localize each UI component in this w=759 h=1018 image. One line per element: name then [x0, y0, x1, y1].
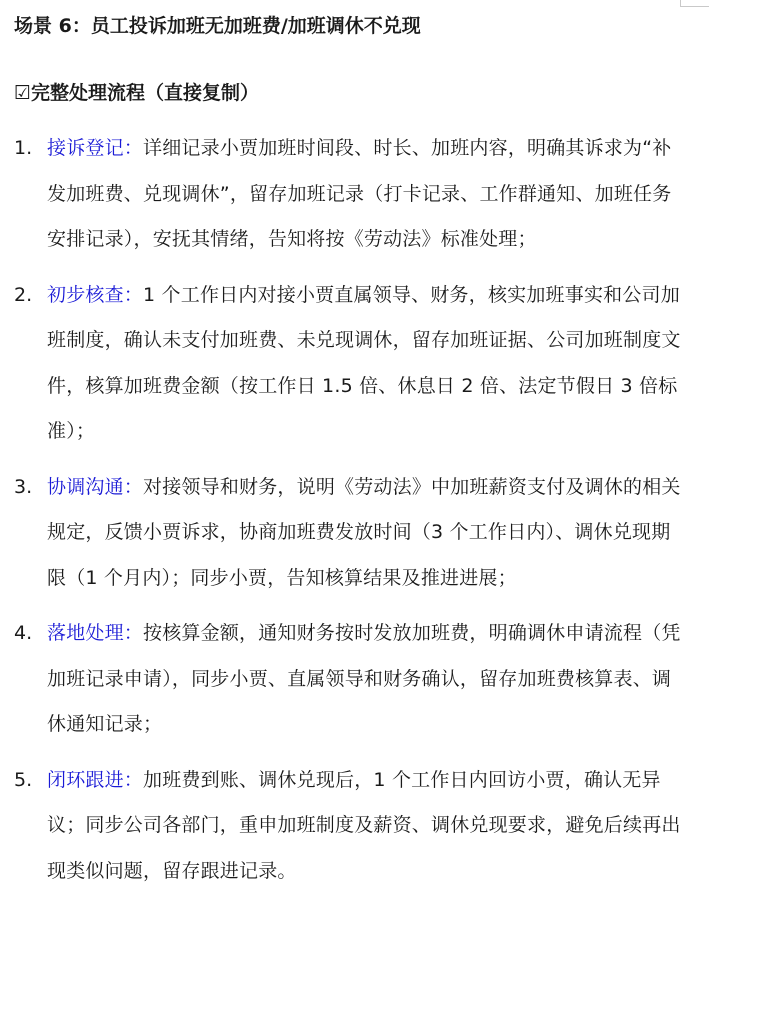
step-text-block [47, 758, 689, 895]
process-steps [14, 126, 734, 904]
step-description: 1 个工作日内对接小贾直属领导、财务，核实加班事实和公司加班制度，确认未支付加班费、未兑现调休，留存加班证据、公司加班制度文件，核算加班费金额（按工作日 1.5 倍、休息日 2 倍、法定节假日 3 倍标准）； [47, 283, 681, 442]
step-item [14, 126, 734, 263]
step-item [14, 465, 734, 602]
step-description: 对接领导和财务，说明《劳动法》中加班薪资支付及调休的相关规定，反馈小贾诉求，协商加班费发放时间（3 个工作日内）、调休兑现期限（1 个月内）；同步小贾，告知核算结果及推进进展； [47, 475, 681, 589]
step-description: 加班费到账、调休兑现后，1 个工作日内回访小贾，确认无异议；同步公司各部门，重申加班制度及薪资、调休兑现要求，避免后续再出现类似问题，留存跟进记录。 [47, 768, 681, 882]
step-text-block [47, 273, 689, 455]
step-label: 接诉登记： [47, 137, 144, 159]
page-corner-mark [680, 0, 709, 7]
step-number: 1. [14, 137, 33, 159]
step-item [14, 611, 734, 748]
section-title: ☑完整处理流程（直接复制） [14, 82, 260, 104]
step-description: 按核算金额，通知财务按时发放加班费，明确调休申请流程（凭加班记录申请），同步小贾、直属领导和财务确认，留存加班费核算表、调休通知记录； [47, 622, 681, 735]
step-description: 详细记录小贾加班时间段、时长、加班内容，明确其诉求为“补发加班费、兑现调休”，留存加班记录（打卡记录、工作群通知、加班任务安排记录），安抚其情绪，告知将按《劳动法》标准处理； [47, 137, 672, 250]
step-text-block [47, 611, 689, 748]
step-number: 5. [14, 768, 33, 791]
step-label: 初步核查： [47, 283, 144, 306]
step-item [14, 758, 734, 895]
step-text-block [47, 465, 689, 602]
step-number: 2. [14, 283, 33, 306]
scene-title: 场景 6：员工投诉加班无加班费/加班调休不兑现 [14, 15, 421, 37]
step-text-block [47, 126, 689, 263]
step-item [14, 273, 734, 455]
step-label: 协调沟通： [47, 475, 144, 498]
step-label: 闭环跟进： [47, 768, 144, 791]
step-number: 4. [14, 622, 33, 644]
step-label: 落地处理： [47, 622, 144, 644]
step-number: 3. [14, 475, 33, 498]
